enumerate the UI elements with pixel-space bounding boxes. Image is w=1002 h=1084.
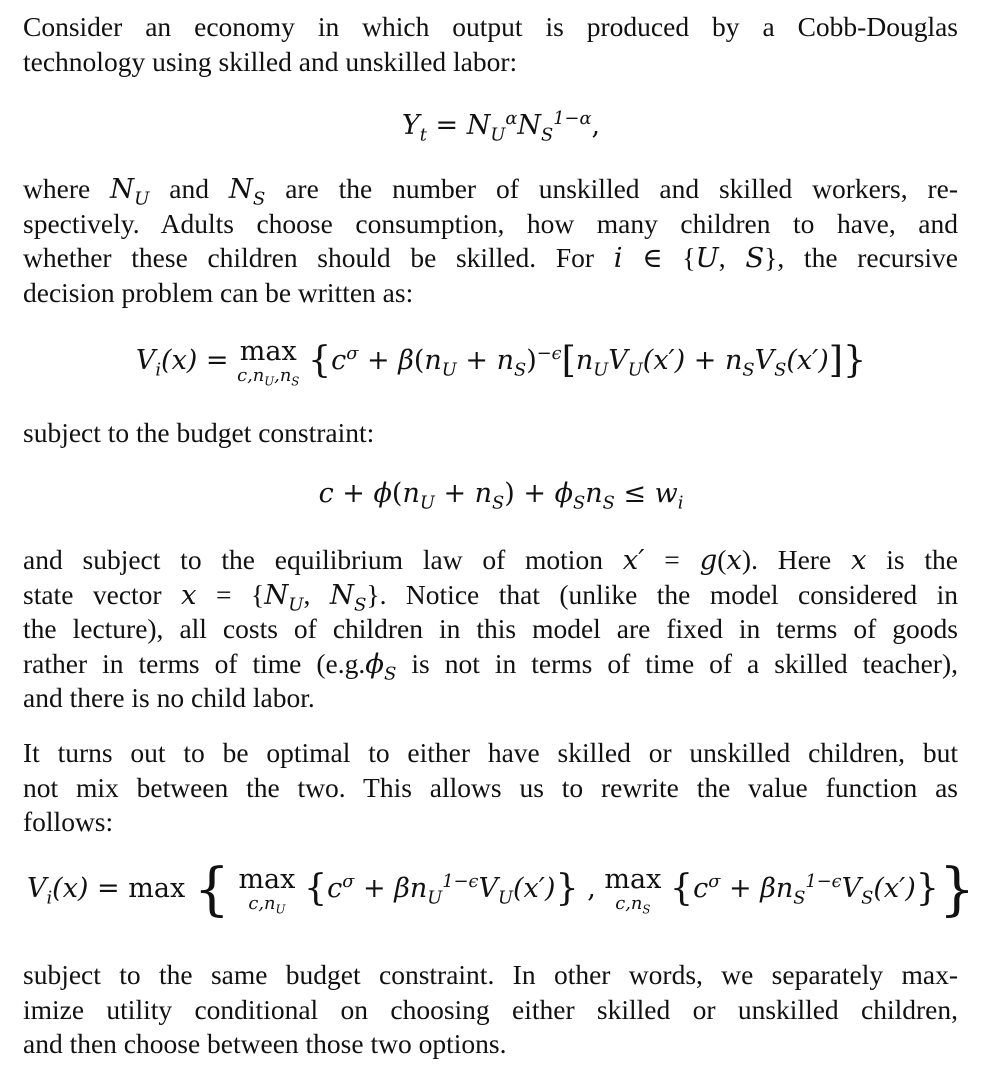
text-line: whether these children should be skilled. For i ∈ {U, S}, the recursive xyxy=(23,242,959,275)
equation-bellman: $V_i(x)$ = max $c,n_U,n_S$ $\{c^\sigma + \beta(n_U + n_S)^{-\epsilon}[n_UV_U(x') + n_SV_S(x')]\}$ xyxy=(135,336,867,389)
paragraph-law-of-motion xyxy=(23,543,958,716)
paragraph-decision-problem xyxy=(23,172,958,310)
text-line: spectively. Adults choose consumption, how many children to have, and xyxy=(23,207,958,239)
text-line: follows: xyxy=(23,806,114,838)
equation-budget-constraint: $c + \phi(n_U + n_S) + \phi_Sn_S \le w_i$ xyxy=(318,478,684,514)
text-line: and subject to the equilibrium law of motion x′ = g(x). Here x is the xyxy=(23,544,958,576)
equation-rewritten-value-function: $V_i(x) = \max$ { max $c,n_U$ $\{c^\sigma + \beta n_U^{1-\epsilon}V_U(x')\}$ , max $c,n_S$ $\{c^\sigma + \beta n_S^{1-\epsilon}V_S(x')\}$} xyxy=(26,856,976,923)
text-line: subject to the budget constraint: xyxy=(23,417,375,448)
paragraph-intro xyxy=(23,10,958,79)
text-line: technology using skilled and unskilled labor: xyxy=(23,45,518,77)
text-line: and then choose between those two options. xyxy=(23,1028,507,1060)
text-line: subject to the same budget constraint. In other words, we separately max- xyxy=(23,959,958,990)
text-line: imize utility conditional on choosing either skilled or unskilled children, xyxy=(23,993,958,1025)
text-line: the lecture), all costs of children in this model are fixed in terms of goods xyxy=(23,613,958,645)
paragraph-budget-intro xyxy=(23,416,958,451)
text-line: where $N_U$ and $N_S$ are the number of unskilled and skilled workers, re- xyxy=(23,173,958,210)
text-line: It turns out to be optimal to either have skilled or unskilled children, but xyxy=(23,737,958,768)
text-line: rather in terms of time ($e.g.\phi_S$ is not in terms of time of a skilled teacher), xyxy=(23,647,958,685)
text-line: not mix between the two. This allows us to rewrite the value function as xyxy=(23,771,958,803)
text-line: state vector $x = \{N_U$, $N_S$}. Notice that (unlike the model considered in xyxy=(23,578,958,616)
paragraph-conclusion xyxy=(23,958,958,1062)
equation-production-function: $Y_t = N_U^\alpha N_S^{1-\alpha}$, xyxy=(401,108,601,146)
paragraph-optimal-choice xyxy=(23,736,958,840)
text-line: and there is no child labor. xyxy=(23,682,315,714)
text-line: Consider an economy in which output is produced by a Cobb-Douglas xyxy=(23,11,958,42)
text-line: decision problem can be written as: xyxy=(23,276,414,308)
